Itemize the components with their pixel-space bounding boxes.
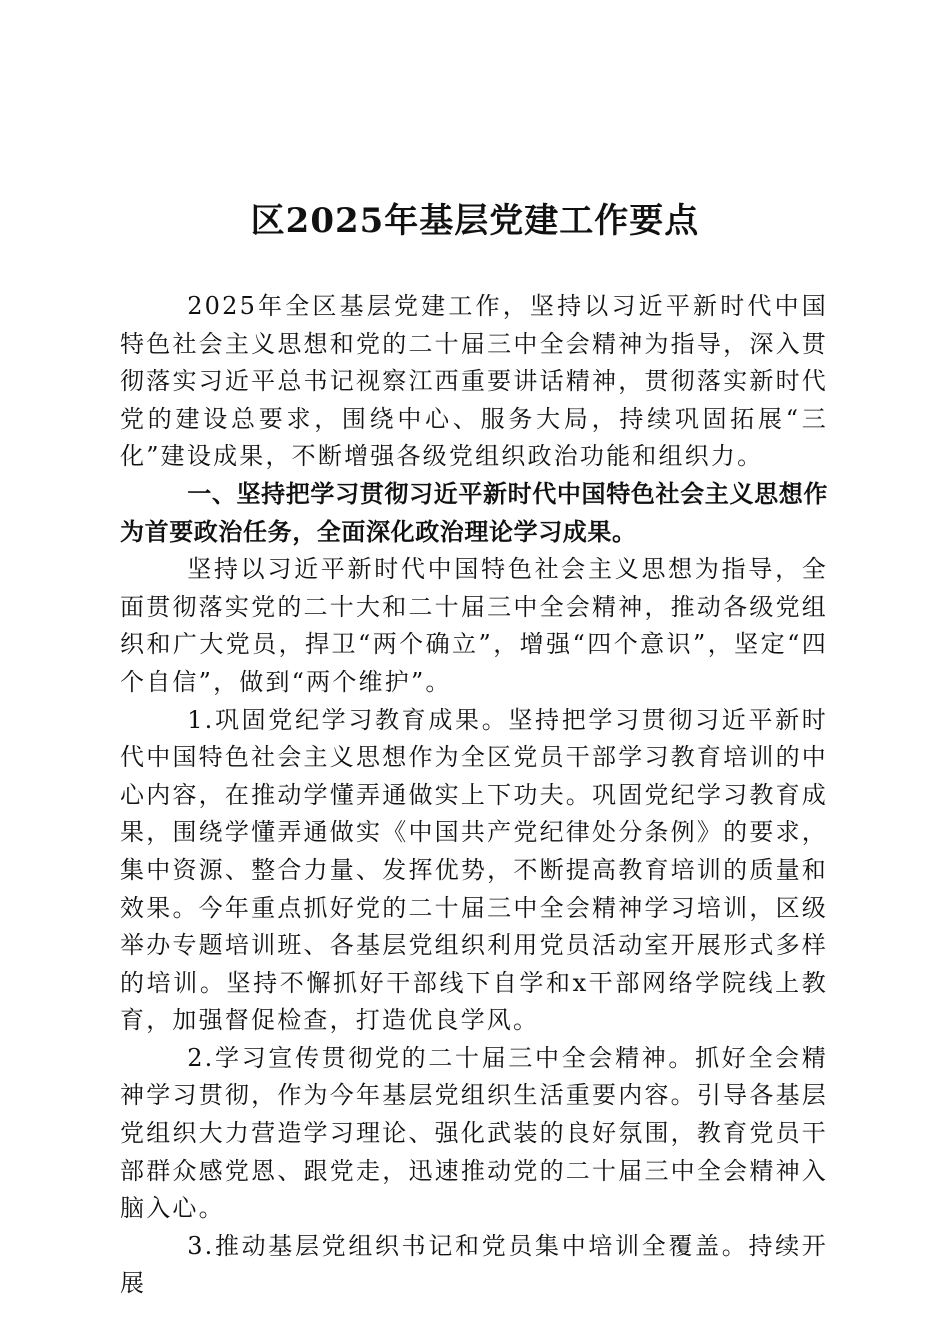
document-body	[120, 288, 828, 1303]
item-3-paragraph: 3.推动基层党组织书记和党员集中培训全覆盖。持续开展	[120, 1231, 828, 1298]
document-title: 区2025年基层党建工作要点	[250, 201, 700, 241]
section-heading-1: 一、坚持把学习贯彻习近平新时代中国特色社会主义思想作为首要政治任务，全面深化政治理论学习成果。	[120, 479, 828, 546]
section-1-paragraph: 坚持以习近平新时代中国特色社会主义思想为指导，全面贯彻落实党的二十大和二十届三中全会精神，推动各级党组织和广大党员，捍卫“两个确立”，增强“四个意识”，坚定“四个自信”，做到“两个维护”。	[120, 555, 828, 696]
item-1-paragraph: 1.巩固党纪学习教育成果。坚持把学习贯彻习近平新时代中国特色社会主义思想作为全区党员干部学习教育培训的中心内容，在推动学懂弄通做实上下功夫。巩固党纪学习教育成果，围绕学懂弄通做实《中国共产党纪律处分条例》的要求，集中资源、整合力量、发挥优势，不断提高教育培训的质量和效果。今年重点抓好党的二十届三中全会精神学习培训，区级举办专题培训班、各基层党组织利用党员活动室开展形式多样的培训。坚持不懈抓好干部线下自学和x干部网络学院线上教育，加强督促检查，打造优良学风。	[120, 705, 828, 1035]
item-2-paragraph: 2.学习宣传贯彻党的二十届三中全会精神。抓好全会精神学习贯彻，作为今年基层党组织生活重要内容。引导各基层党组织大力营造学习理论、强化武装的良好氛围，教育党员干部群众感党恩、跟党走，迅速推动党的二十届三中全会精神入脑入心。	[120, 1043, 828, 1223]
intro-paragraph: 2025年全区基层党建工作，坚持以习近平新时代中国特色社会主义思想和党的二十届三中全会精神为指导，深入贯彻落实习近平总书记视察江西重要讲话精神，贯彻落实新时代党的建设总要求，围绕中心、服务大局，持续巩固拓展“三化”建设成果，不断增强各级党组织政治功能和组织力。	[120, 292, 828, 471]
